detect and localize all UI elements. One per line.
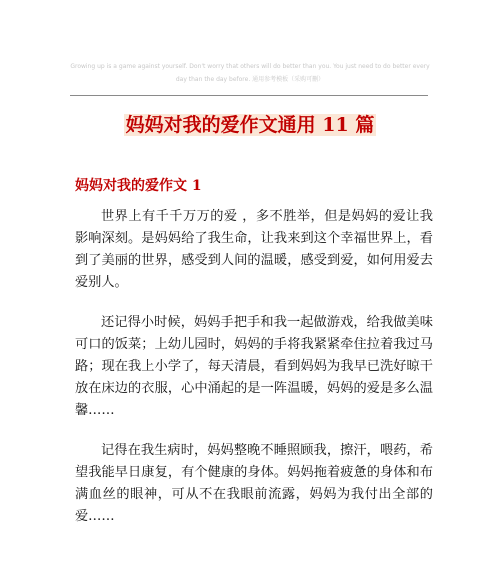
header-note: 通用参考模板（采购可删）	[252, 76, 325, 83]
header-divider	[70, 95, 428, 96]
header-motto	[70, 60, 430, 86]
paragraph-2: 还记得小时候，妈妈手把手和我一起做游戏，给我做美味可口的饭菜；上幼儿园时，妈妈的手将我紧紧牵住拉着我过马路；现在我上小学了，每天清晨，看到妈妈为我早已洗好晾干放在床边的衣服，心中涌起的是一阵温暖，妈妈的爱是多么温馨……	[75, 315, 433, 418]
document-title	[0, 112, 500, 138]
paragraph-3: 记得在我生病时，妈妈整晚不睡照顾我，擦汗，喂药，希望我能早日康复，有个健康的身体。妈妈拖着疲惫的身体和布满血丝的眼神，可从不在我眼前流露，妈妈为我付出全部的爱……	[75, 443, 433, 524]
document-title-text: 妈妈对我的爱作文通用 11 篇	[125, 114, 375, 136]
section-heading: 妈妈对我的爱作文 1	[75, 178, 202, 194]
header-motto-text: Growing up is a game against yourself. Don't worry that others will do better than you. You just need to do better every day than the day before.	[70, 63, 430, 83]
document-body	[75, 206, 433, 546]
paragraph-1: 世界上有千千万万的爱 ，多不胜举，但是妈妈的爱让我影响深刻。是妈妈给了我生命，让我来到这个幸福世界上，看到了美丽的世界，感受到人间的温暖，感受到爱，如何用爱去爱别人。	[75, 209, 433, 290]
